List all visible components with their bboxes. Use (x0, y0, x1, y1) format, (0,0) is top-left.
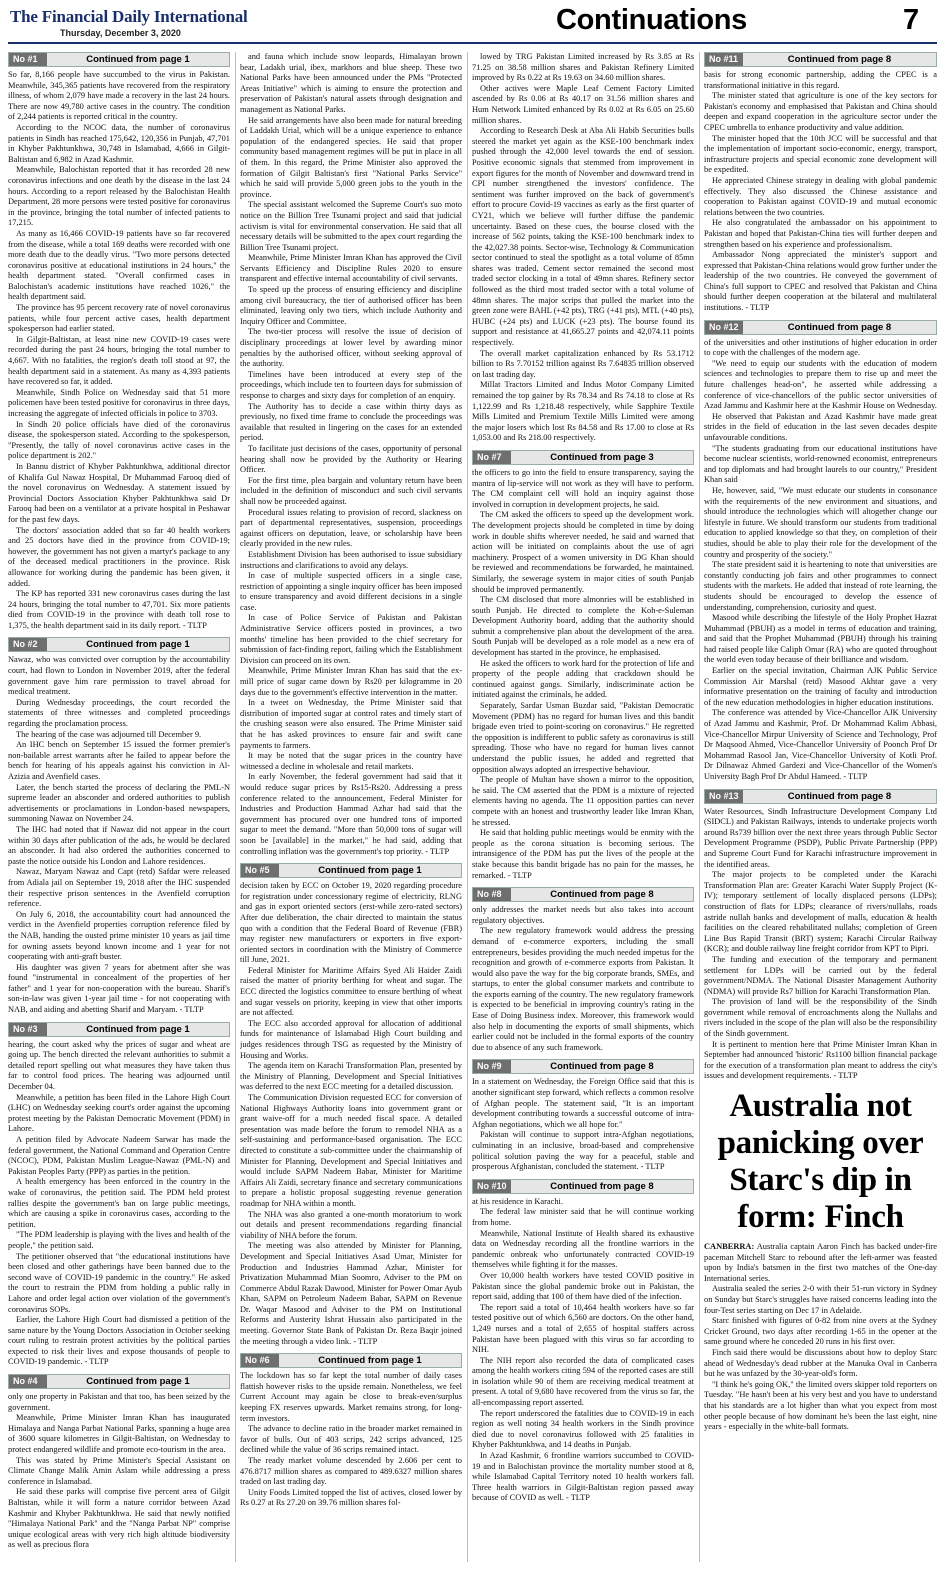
story-number: No #6 (241, 1354, 279, 1367)
story-paragraph: To facilitate just decisions of the cases, opportunity of personal hearing shall now be provided by the Authority or Hearing Officer. (240, 443, 462, 475)
story-paragraph: Meanwhile, National Institute of Health shared its exhaustive data on Wednesday recording all the frontline warriors in the pandemic onbreak who unfortunately contracted COVID-19 themselves while fighting it for the masses. (472, 1228, 694, 1270)
story-paragraph: The two-tier process will resolve the issue of decision of disciplinary proceedings at lower level by awarding minor penalties by the authorised officer, without seeking approval of the authority. (240, 327, 462, 369)
story-paragraph: In Gilgit-Baltistan, at least nine new COVID-19 cases were recorded during the past 24 hours, bringing the total number to 4,667. With no fatalities, the region's death toll stood at 97, the health department said in a statement. As many as 4,393 patients have recovered so far, it added. (8, 334, 230, 387)
story-header (472, 1179, 694, 1194)
story-paragraph: A petition filed by Advocate Nadeem Sarwar has made the federal government, the National Command and Operation Centre (NCOC), PDM, Pakistan Muslim League-Nawaz (PML-N) and Pakistan Peoples Party (PPP) as parties in the petition. (8, 1135, 230, 1176)
story-paragraph: Meanwhile, Prime Minister Imran Khan has inaugurated Himalaya and Nanga Parbat National Parks, spanning a huge area of 3600 square kilometres in Gilgit-Baltistan, on Wednesday to protect endangered wildlife and promote eco-tourism in the area. (8, 1413, 230, 1455)
story-paragraph: Over 10,000 health workers have tested COVID positive in Pakistan since the global pandemic broke out in Pakistan, the report said, adding that 100 of them have died of the infection. (472, 1270, 694, 1302)
story-paragraph: He appreciated Chinese strategy in dealing with global pandemic effectively. They also discussed the Chinese assistance and cooperation to Pakistan against COVID-19 and mutual economic relations between the two countries. (704, 175, 937, 217)
page-number: 7 (903, 4, 920, 36)
feature-paragraph: "I think he's going OK," the limited overs skipper told reporters on Tuesday. "He hasn't been at his very best and you have to understand that his standards are a lot higher than what you expect from most other people because of how dominant he's been the last eight, nine years - especially in the white-ball formats. (704, 1379, 937, 1432)
story-paragraph: The conference was attended by Vice-Chancellor AJK University of Azad Jammu and Kashmir, Prof. Dr Mohammad Kalim Abbasi, Vice-Chancellor Mirpur University of Science and Technology, Prof Dr Maqsood Ahmed, Vice-Chancellor University of Poonch Prof Dr Mohammad Rasool Jan, Vice-Chancellor University of Kotli Prof. Dr Dilnawaz Ahmed Gardezi and Vice-Chancellor of the Women's University Bagh Prof Dr Abdul Hameed. - TLTP (704, 708, 937, 781)
story-continued-label: Continued from page 8 (550, 1180, 654, 1192)
continuation-story (240, 1353, 462, 1509)
story-paragraph: Meanwhile, Sindh Police on Wednesday said that 51 more policemen have been tested positive for coronavirus in three days, increasing the aggregate of infected officials in police to 3703. (8, 387, 230, 418)
story-paragraph: The report underscored the fatalities due to COVID-19 in each region as well noting 34 health workers in the Sindh province died due to novel coronavirus followed with 25 fatalities in Khyber Pakhtunkhwa, and 14 deaths in Punjab. (472, 1408, 694, 1450)
story-paragraph: An IHC bench on September 15 issued the former premier's non-bailable arrest warrants after he failed to appear before the bench for hearing of his appeals against his conviction in Al-Azizia and Avenfield cases. (8, 740, 230, 781)
story-continued-label: Continued from page 3 (550, 451, 654, 463)
story-paragraph: The funding and execution of the temporary and permanent settlement for LDPs will be carried out by the federal government/NDMA. The National Disaster Management Authority (NDMA) will provide Rs7 billion for Karachi Transformation Plan. (704, 954, 937, 996)
story-paragraph: He said that holding public meetings would be enmity with the people as the corona situation is becoming serious. The intransigence of the PDM has put the lives of the people at the stake because this bandit brigade has no pain for the masses, he remarked. - TLTP (472, 828, 694, 880)
story-continued-label: Continued from page 8 (550, 1061, 654, 1073)
story-paragraph: Water Resources, Sindh Infrastructure Development Company Ltd (SIDCL) and Pakistan Railways, intends to undertake projects worth around Rs739 billion over the next three years through Public Sector Development Programme (PSDP), Public Private Partnership (PPP) and Supreme Court Fund for Karachi infrastructure improvement in the identified areas. (704, 806, 937, 869)
story-number: No #10 (473, 1180, 511, 1193)
story-header (704, 320, 937, 335)
continuation-story (8, 1022, 230, 1368)
story-paragraph: Earlier, the Lahore High Court had dismissed a petition of the same nature by the Young Doctors Association in October seeking court ruling to restrain protest activities by the political parties expected to risk their lives and expose thousands of people to COVID-19 pandemic. - TLTP (8, 1315, 230, 1367)
story-paragraph: On July 6, 2018, the accountability court had announced the verdict in the Avenfield properties corruption reference filed by the NAB, handing the ousted prime minister 10 years as jail time for owning assets beyond known income and 1 year for not cooperating with anti-graft buster. (8, 909, 230, 962)
story-paragraph: Ambassador Nong appreciated the minister's support and expressed that Pakistan-China relations would grow further under the leadership of the two countries. He conveyed the government of China's full support to CPEC and resolved that Pakistan and China should further deepen cooperation at the bilateral and multilateral institutions. - TLTP (704, 250, 937, 313)
story-continued-label: Continued from page 1 (86, 1023, 190, 1035)
story-paragraph: He also congratulated the ambassador on his appointment to Pakistan and hoped that Pakistan-China ties will further deepen and strengthen based on his experience and professionalism. (704, 218, 937, 249)
story-paragraph: The new regulatory framework would address the pressing demand of e-commerce exporters, including the small entrepreneurs, besides providing the much needed impetus for the recognition and growth of e-commerce exports from Pakistan. It would also pave the way for the big corporate brands, SMEs, and startups, to enter the global consumer markets and contribute to the exports earning of the country. The new regulatory framework is expected to be beneficial in improving country's rating in the Ease of Doing Business index. Moreover, this framework would also help in documenting the exports of small shipments, which earlier could not be included in the formal exports of the country due to absence of any such framework. (472, 926, 694, 1052)
story-paragraph: According to the NCOC data, the number of coronavirus patients in Sindh has reached 175,642, 120,356 in Punjab, 47,701 in Khyber Pakhtunkhwa, 30,748 in Islamabad, 4,666 in Gilgit-Baltistan and 6,982 in Azad Kashmir. (8, 122, 230, 164)
story-paragraph: lowed by TRG Pakistan Limited increased by Rs 3.85 at Rs 71.25 on 38.58 million shares and Pakistan Refinery Limited improved by Rs 0.22 at Rs 19.63 on 34.60 million shares. (472, 52, 694, 83)
feature-headline: Australia not panicking over Starc's dip in form: Finch (717, 1088, 924, 1236)
masthead-rule (8, 42, 937, 44)
story-number: No #9 (473, 1060, 511, 1073)
story-paragraph: at his residence in Karachi. (472, 1196, 563, 1206)
story-paragraph: The CM asked the officers to speed up the development work. The development projects should be completed in time by doing work in double shifts wherever needed, he said and warned that action will be initiated on complaints about the use of agri machinery. Prospect of a women university in DG Khan should be reviewed and recommendations be forwarded, he maintained. Similarly, the sewerage system in major cities of south Punjab should be improved permanently. (472, 510, 694, 594)
story-paragraph: Nawaz, who was convicted over corruption by the accountability court, had flown to London in November 2019, after the federal government gave him rare permission to travel abroad for medical treatment. (8, 655, 230, 697)
story-header (240, 1353, 462, 1368)
story-paragraph: So far, 8,166 people have succumbed to the virus in Pakistan. Meanwhile, 345,365 patients have recovered from the respiratory illness, of whom 2,079 have made a recovery in the last 24 hours. There are now 49,780 active cases in the country. The condition of 2,244 patients is reported critical in the country. (8, 70, 230, 122)
story-number: No #2 (9, 638, 47, 651)
story-paragraph: Unity Foods Limited topped the list of actives, closed lower by Rs 0.27 at Rs 27.20 on 39.76 million shares fol- (240, 1487, 462, 1508)
feature-lead-text: Australia captain Aaron Finch has backed under-fire paceman Mitchell Starc to rebound after the left-armer was feasted upon by India's batsmen in the first two matches of the One-day International series. (704, 1242, 937, 1283)
story-header (240, 863, 462, 878)
story-paragraph: decision taken by ECC on October 19, 2020 regarding procedure for registration under concessionary regime of electricity, RLNG and gas in export oriented sectors (erst-while zero-rated sectors) After due deliberation, the chair directed to maintain the status quo with a condition that the Federal Board of Revenue (FBR) may register new manufacturers or exporters in five export-oriented sectors in coordination with the Ministry of Commerce till June, 2021. (240, 881, 462, 965)
story-paragraph: In Azad Kashmir, 6 frontline warriors succumbed to COVID-19 and in Balochistan province the mortality number stood at 8, while Islamabad Capital Territory noted 10 health workers fall. Three health warriors in Gilgit-Baltistan region passed away because of COVID as well. - TLTP (472, 1451, 694, 1503)
story-paragraph: His daughter was given 7 years for abetment after she was found "instrumental in concealment of the properties of her father" and 1 year for non-cooperation with the bureau. Sharif's son-in-law was given 1-year jail time - for not cooperating with NAB, and aiding and abetting Sharif and Maryam. - TLTP (8, 962, 230, 1015)
story-paragraph: He said arrangements have also been made for natural breeding of Laddakh Urial, which will be a unique experience to enhance population of the endangered species. He said that proper community based management regimes will be put in place in all of them. In this regard, the Prime Minister also approved the formation of Gilgit Baltistan's first "National Parks Service" which he said will provide 5,000 green jobs to the youth in the province. (240, 115, 462, 199)
continuation-story (472, 1179, 694, 1504)
story-number: No #4 (9, 1375, 47, 1388)
continuation-story (704, 320, 937, 783)
story-paragraph: A health emergency has been enforced in the country in the wake of coronavirus, the petition said. The PDM held protest rallies despite the government's ban on large public meetings, which are causing a spike in coronavirus cases, according to the petition. (8, 1177, 230, 1229)
story-paragraph: Separately, Sardar Usman Buzdar said, "Pakistan Democratic Movement (PDM) has no regard for human lives and this bandit brigade even tried to point-scoring on coronavirus." He regretted the opposition is indifferent to public safety as coronavirus is still spreading. Those who have no regard for human lives cannot understand the public issues, he added and regretted that opposition always adopted an irrespective behaviour. (472, 701, 694, 774)
story-continued-label: Continued from page 1 (318, 865, 422, 877)
story-paragraph: To speed up the process of ensuring efficiency and discipline among civil bureaucracy, the tier of authorised officer has been eliminated, leaving only two tiers, which include Authority and Inquiry Officer and Committee. (240, 285, 462, 326)
story-header (704, 789, 937, 804)
story-paragraph: The CM disclosed that more almonries will be established in south Punjab. He directed to complete the Koh-e-Suleman Development Authority board, adding that the authority should submit a comprehensive plan about the development of the area. South Punjab will be developed as a role model as a new era of development has started in the province, he emphasised. (472, 595, 694, 658)
story-paragraph: Procedural issues relating to provision of record, slackness on part of departmental representatives, suspension, proceedings against officers on deputation, leave, or scholarship have been clearly provided in the new rules. (240, 507, 462, 549)
story-paragraph: The Communication Division requested ECC for conversion of National Highways Authority loans into government grant or grant waive-off for a much needed fiscal space. A detailed presentation was made before the forum to remodel NHA as a self-sustaining and performance-based organisation. The ECC directed to constitute a sub-committee under the chairmanship of Minister for Planning, Development and Special Initiatives and would include SAPM Nadeem Babar, Minister for Maritime Affairs Ali Zaidi, secretary finance and secretary communications to prepare a holistic proposal suggesting revenue generation roadmap for NHA within a month. (240, 1093, 462, 1208)
story-paragraph: Later, the bench started the process of declaring the PML-N supreme leader an absconder and ordered authorities to publish advertisements or proclamations in London-based newspapers, summoning Nawaz on November 24. (8, 782, 230, 824)
continuation-story (472, 52, 694, 444)
story-number: No #3 (9, 1023, 47, 1036)
story-paragraph: Earlier on the special invitation, Chairman AJK Public Service Commission Air Marshal (retd) Masood Akhtar gave a very informative presentation on the training of faculty and introduction of the new education methodologies in higher education institutions. (704, 666, 937, 707)
feature-paragraph: Australia sealed the series 2-0 with their 51-run victory in Sydney on Sunday but Starc's struggles have raised concerns leading into the four-Test series starting on Dec 17 in Adelaide. (704, 1284, 937, 1315)
story-paragraph: The provision of land will be the responsibility of the Sindh government while removal of encroachments along the Nullahs and rivers included in the scope of the plan will also be the responsibility of the Sindh government. (704, 997, 937, 1039)
story-paragraph: Meanwhile, Balochistan reported that it has recorded 28 new coronavirus infections and one death by the disease in the last 24 hours. According to a report released by the Balochistan Health Department, 28 more persons were tested positive for coronavirus in the province, bringing the total number of infected patients to 17,215. (8, 165, 230, 228)
story-paragraph: Establishment Division has been authorised to issue subsidiary instructions and clarifications to avoid any delays. (240, 549, 462, 570)
continuation-story (240, 863, 462, 1347)
story-paragraph: The special assistant welcomed the Supreme Court's suo moto notice on the Billion Tree Tsunami project and said that judicial activism is vital for environmental conservation. He said that all necessary details will be submitted to the apex court regarding the Billion Tree Tsunami project. (240, 200, 462, 252)
story-paragraph: As many as 16,466 COVID-19 patients have so far recovered from the disease, while a total 169 deaths were recorded with one more death due to the deadly virus. "Two more persons detected coronavirus positive at educational institutions in 24 hours," the health department stated. "Overall confirmed cases in Balochistan's academic institutions have reached 1026," the health department said. (8, 228, 230, 302)
feature-dateline: CANBERRA: (704, 1242, 755, 1252)
story-number: No #12 (705, 321, 743, 334)
column-divider (467, 52, 468, 1562)
story-paragraph: Other actives were Maple Leaf Cement Factory Limited ascended by Rs 0.06 at Rs 40.17 on 31.56 million shares and Hum Network Limited enhanced by Rs 0.02 at Rs 6.05 on 25.60 million shares. (472, 83, 694, 125)
story-paragraph: The KP has reported 331 new coronavirus cases during the last 24 hours, bringing the total number to 47,701. Six more patients died from COVID-19 in the province with death toll rose to 1,375, the health department said in its daily report. - TLTP (8, 589, 230, 630)
column-2 (240, 52, 462, 1564)
story-continued-label: Continued from page 8 (787, 790, 892, 802)
story-paragraph: Meanwhile, Prime Minister Imran Khan has approved the Civil Servants Efficiency and Discipline Rules 2020 to ensure transparent and effective internal accountability of civil servants. (240, 253, 462, 284)
story-header (8, 1022, 230, 1037)
story-paragraph: The NHA was also granted a one-month moratorium to work out details and present recommendations regarding financial viability of NHA before the forum. (240, 1209, 462, 1240)
masthead (0, 0, 945, 46)
story-header (8, 52, 230, 67)
story-paragraph: The state president said it is heartening to note that universities are constantly conducting job fairs and other programmes to connect students with the markets. He added that instead of rote learning, the students should be encouraged to develop the essence of understanding, comprehension, curiosity and quest. (704, 560, 937, 612)
story-paragraph: The doctors' association added that so far 40 health workers and 25 doctors have died in the province from COVID-19; however, the government has not given a martyr's package to any of the deceased medical practitioners in the province. Risk allowance for working during the pandemic has been given, it added. (8, 525, 230, 588)
story-paragraph: Timelines have been introduced at every step of the proceedings, which include ten to fourteen days for submission of response to charges and sixty days for completion of an enquiry. (240, 369, 462, 400)
continuation-story (704, 52, 937, 314)
column-divider (235, 52, 236, 1562)
story-paragraph: It is pertinent to mention here that Prime Minister Imran Khan in September had announced 'historic' Rs1100 billion financial package for the execution of a transformation plan meant to address the city's issues and development requirements. - TLTP (704, 1039, 937, 1081)
story-paragraph: In a statement on Wednesday, the Foreign Office said that this is another significant step forward, which reflects a common resolve of Afghan people. The statement said, "It is an important development contributing towards a successful outcome of intra-Afghan negotiations, which we all hope for." (472, 1077, 694, 1129)
continuation-story (704, 789, 937, 1082)
story-continued-label: Continued from page 1 (86, 54, 190, 65)
story-continued-label: Continued from page 8 (550, 889, 654, 901)
story-paragraph: hearing, the court asked why the prices of sugar and wheat are going up. The bench directed the relevant authorities to submit a detailed report spelling out what measures they have taken thus far to control food prices. The hearing was adjourned until December 04. (8, 1039, 230, 1092)
story-header (8, 637, 230, 652)
story-paragraph: For the first time, plea bargain and voluntary return have been included in the definition of misconduct and such civil servants shall now be proceeded against. (240, 475, 462, 506)
story-continued-label: Continued from page 1 (86, 639, 190, 651)
column-1 (8, 52, 230, 1564)
story-paragraph: The meeting was also attended by Minister for Planning, Development and Special Initiatives Asad Umar, Minister for Production and Industries Hammad Azhar, Minister for Privatization Muhammad Mian Soomro, Adviser to the PM on Commerce Abdul Razak Dawood, Minister for Power Omar Ayub Khan, SAPM on Petroleum Nadeem Babar, SAPM on Revenue Dr. Waqar Masood and Adviser to the PM on Institutional Reforms and Austerity Ishrat Hussain also participated in the meeting. Governor State Bank of Pakistan Dr. Reza Baqir joined the meeting through a video link. - TLTP (240, 1241, 462, 1346)
story-paragraph: The agenda item on Karachi Transformation Plan, presented by the Ministry of Planning, Development and Special Initiatives was deferred to the next ECC meeting for a detailed discussion. (240, 1061, 462, 1092)
story-paragraph: He asked the officers to work hard for the protection of life and property of the people adding that crackdown should be continued against gangs. Similarly, indiscriminate action be initiated against the criminals, he added. (472, 658, 694, 700)
story-paragraph: and fauna which include snow leopards, Himalayan brown bear, Ladakh urial, ibex, markhors and blue sheep. These two National Parks have been announced under the PMs "Protected Areas Initiative" which is aiming to ensure the protection and preservation of Pakistan's natural assets through designation and management as National Parks. (240, 52, 462, 114)
story-number: No #11 (705, 53, 743, 66)
story-header (704, 52, 937, 67)
story-paragraph: "We need to equip our students with the education of modern sciences and technologies to prepare them to rise up and meet the future challenges head-on", he asserted while addressing a conference of vice-chancellors of the public sector universities of Azad Jammu and Kashmir here at the Kashmir House on Wednesday. (704, 358, 937, 411)
story-paragraph: The petitioner observed that "the educational institutions have been closed and other gatherings have been banned due to the second wave of COVID-19 pandemic in the country." He asked the court to restrain the PDM from holding a public rally in Lahore and order legal action over violation of the government's coronavirus SOPs. (8, 1251, 230, 1314)
story-paragraph: In case of Police Service of Pakistan and Pakistan Administrative Service officers posted in provinces, a two months' timeline has been provided to the chief secretary for submission of fact-finding report, failing which the Establishment Division can proceed on its own. (240, 613, 462, 665)
continuation-story (8, 52, 230, 631)
issue-date: Thursday, December 3, 2020 (60, 28, 181, 38)
feature-article (704, 1088, 937, 1433)
story-paragraph: Nawaz, Maryam Nawaz and Capt (retd) Safdar were released from Adiala jail on September 19, 2018 after the IHC suspended their respective prison sentences in the Avenfield corruption reference. (8, 867, 230, 909)
story-paragraph: Pakistan will continue to support intra-Afghan negotiations, culminating in an inclusive, broad-based and comprehensive political solution paving the way for a peaceful, stable and prosperous Afghanistan, concluded the statement. - TLTP (472, 1130, 694, 1172)
story-paragraph: This was stated by Prime Minister's Special Assistant on Climate Change Malik Amin Aslam while addressing a press conference in Islamabad. (8, 1455, 230, 1486)
feature-paragraph: Finch said there would be discussions about how to deploy Starc ahead of Wednesday's dead rubber at the Manuka Oval in Canberra but he was unfazed by the 30-year-old's form. (704, 1347, 937, 1379)
feature-paragraph: Starc finished with figures of 0-82 from nine overs at the Sydney Cricket Ground, two days after recording 1-65 in the opener at the same ground where he conceded 20 runs in his first over. (704, 1316, 937, 1347)
story-paragraph: In a tweet on Wednesday, the Prime Minister said that distribution of imported sugar at control rates and timely start of the crushing season were also ensured. The Prime Minister said that he has asked provinces to ensure fair and swift cane payments to farmers. (240, 698, 462, 750)
story-paragraph: The overall market capitalization enhanced by Rs 53.1712 billion to Rs 7.70152 trillion against Rs 7.64835 trillion observed on last trading day. (472, 348, 694, 379)
story-header (472, 887, 694, 902)
story-paragraph: The federal law minister said that he will continue working from home. (472, 1207, 694, 1227)
column-divider (699, 52, 700, 1562)
story-paragraph: The IHC had noted that if Nawaz did not appear in the court within 30 days after publication of the ads, he would be declared an absconder. It had also ordered the authorities concerned to paste the notice outside his London and Lahore residences. (8, 824, 230, 866)
continuation-story (472, 887, 694, 1053)
story-paragraph: The major projects to be completed under the Karachi Transformation Plan are: Greater Karachi Water Supply Project (K-IV); temporary settlement of locally displaced persons (LDPs); construction of flats for LDPs; clearance of rivers/nullahs, roads astride nullah banks and development of malls, education & health facilities on the cleared rehabilitated nullahs; completion of Green Line Bus Rapid Transit (BRT) system; Karachi Circular Railway (KCR); and double railway line freight corridor from KPT to Pipri. (704, 870, 937, 954)
newspaper-brand: The Financial Daily International (10, 7, 248, 26)
story-paragraph: The people of Multan have shown a mirror to the opposition, he said. The CM asserted that the PDM is a mixture of rejected elements having no agenda. The 11 opposition parties can never compete with an honest and trustworthy leader like Imran Khan, he stressed. (472, 775, 694, 827)
story-number: No #7 (473, 451, 511, 464)
story-paragraph: The advance to decline ratio in the broader market remained in favor of bulls. Out of 403 scrips, 242 scrips advanced, 125 declined while the value of 36 scrips remained intact. (240, 1424, 462, 1455)
story-paragraph: The minister stated that agriculture is one of the key sectors for Pakistan's economy and emphasised that Pakistan and China should deepen and expand cooperation in the agriculture sector under the CPEC umbrella to enhance productivity and value addition. (704, 91, 937, 132)
story-paragraph: The ready market volume descended by 2.606 per cent to 476.8717 million shares as compared to 489.6327 million shares traded on last trading day. (240, 1456, 462, 1487)
story-paragraph: In early November, the federal government had said that it would reduce sugar prices by Rs15-Rs20. Addressing a press conference related to the announcement, Federal Minister for Industries and Production Hammad Azhar had said that the government has procured over one hundred tons of imported sugar to meet the demand. "More than 50,000 tons of sugar will soon be [available] in the market," he had said, adding that controlling inflation was the government's top priority. - TLTP (240, 772, 462, 856)
continuation-story (8, 637, 230, 1015)
feature-paragraph (704, 1242, 937, 1284)
story-continued-label: Continued from page 8 (787, 54, 892, 65)
story-continued-label: Continued from page 8 (787, 321, 892, 333)
column-4-stories (704, 52, 937, 1082)
story-paragraph: "The students graduating from our educational institutions have become nuclear scientists, world-renowned economist, entrepreneurs and top diplomats and had brought laurels to our country," President Khan said (704, 443, 937, 485)
story-paragraph: The minister hoped that the 10th JCC will be successful and that the implementation of important socio-economic, energy, transport, infrastructure projects and special economic zone development will be expedited. (704, 133, 937, 175)
story-paragraph: The Authority has to decide a case within thirty days as previously, no fixed time frame to conclude the proceedings was available that resulted in lingering on the cases for an extended period. (240, 401, 462, 443)
story-paragraph: During Wednesday proceedings, the court recorded the statements of three witnesses and completed proceedings regarding the proclamation process. (8, 697, 230, 729)
story-paragraph: It may be noted that the sugar prices in the country have witnessed a decline in wholesale and retail markets. (240, 751, 462, 771)
story-paragraph: According to Research Desk at Aba Ali Habib Securities bulls steered the market yet again as the KSE-100 benchmark index pushed through the 42,000 level towards the end of session. Positive economic signals that stemmed from improvement in export figures for the month of November and downward trend in CPI number strengthened the investors' confidence. The sentiment was further improved on the back of government's effort to procure Covid-19 vaccines as early as the first quarter of CY21, which we believe will further diffuse the pandemic uncertainty. Based on these cues, the bourse closed with the increase of 562 points, taking the KSE-100 benchmark index to the 42,027.38 points. Sector-wise, Technology & Communication sector continued to steal the spotlight as a total volume of 85mn shares was traded. Cement sector remained the second most traded sector clocking in a total of 49mn shares. Refinery sector followed as the third most traded sector with a total volume of 48mn shares. The major scrips that pulled the market into the green zone were BAHL (+42 pts), TRG (+41 pts), MTL (+40 pts), HUBC (+24 pts) and LUCK (+23 pts). The bourse found its support and resistance at 41,665.27 points and 42,074.11 points respectively. (472, 126, 694, 348)
section-title: Continuations (556, 4, 748, 36)
story-continued-label: Continued from page 1 (86, 1376, 190, 1388)
story-paragraph: Federal Minister for Maritime Affairs Syed Ali Haider Zaidi raised the matter of priority berthing for wheat and sugar. The ECC directed the logistics committee to ensure berthing of wheat and sugar vessels on priority, keeping in view that other imports are not affected. (240, 965, 462, 1018)
story-continued-label: Continued from page 1 (318, 1355, 422, 1367)
story-paragraph: He observed that Pakistan and Azad Kashmir have made great strides in the field of education in the last seven decades despite unfavourable conditions. (704, 411, 937, 442)
story-paragraph: Millat Tractors Limited and Indus Motor Company Limited remained the top gainer by Rs 78.34 and Rs 74.18 to close at Rs 1,122.99 and Rs 1,218.48 respectively, while Sapphire Textile Mills Limited and Premium Textile Mills Limited were among the major losers which lost Rs 84.58 and Rs 17.00 to close at Rs 1,053.00 and Rs 218.00 respectively. (472, 380, 694, 443)
story-paragraph: The lockdown has so far kept the total number of daily cases flattish however risks to the upside remain. Nonetheless, we feel Current Account may again be close to break-even/surplus keeping FX reserves upwards. Market remains strong, for long-term investors. (240, 1371, 462, 1423)
story-paragraph: The NIH report also recorded the data of complicated cases among the health workers citing 594 of the reported cases are still in isolation while 90 of them are receiving medical treatment at present. A total of 9,680 have recovered from the virus so far, the all-encompassing report asserted. (472, 1355, 694, 1408)
story-paragraph: of the universities and other institutions of higher education in order to cope with the challenges of the modern age. (704, 337, 937, 358)
story-paragraph: Meanwhile, a petition has been filed in the Lahore High Court (LHC) on Wednesday seeking court's order against the upcoming protest meeting by the Pakistan Democratic Movement (PDM) in Lahore. (8, 1092, 230, 1134)
story-paragraph: only one property in Pakistan and that too, has been seized by the government. (8, 1392, 230, 1412)
column-3 (472, 52, 694, 1564)
story-paragraph: In case of multiple suspected officers in a single case, restriction of appointing a single inquiry officer has been imposed to ensure transparency and avoid different decisions in a single case. (240, 571, 462, 612)
continuation-story (472, 1059, 694, 1172)
story-header (472, 450, 694, 465)
story-number: No #8 (473, 888, 511, 901)
story-header (472, 1059, 694, 1074)
story-paragraph: basis for strong economic partnership, adding the CPEC is a transformational initiative in this regard. (704, 70, 937, 90)
story-paragraph: "The PDM leadership is playing with the lives and health of the people," the petition said. (8, 1230, 230, 1250)
story-paragraph: In Bannu district of Khyber Pakhtunkhwa, additional director of Khalifa Gul Nawaz Hospital, Dr Muhammad Farooq died of the novel coronavirus on Wednesday. A statement issued by Provincial Doctors Association Khyber Pakhtunkhwa said Dr Farooq had been on a ventilator at a private hospital in Peshawar for the past few days. (8, 461, 230, 524)
story-paragraph: The hearing of the case was adjourned till December 9. (16, 729, 202, 739)
story-number: No #1 (9, 53, 47, 66)
story-paragraph: only addresses the market needs but also takes into account regulatory objectives. (472, 905, 694, 925)
feature-body (704, 1242, 937, 1433)
story-paragraph: Masood while describing the lifestyle of the Holy Prophet Hazrat Muhammad (PBUH) as a model in terms of education and training, and said that the Prophet Muhammad (PBUH) through his training had raised people like Caliph Omar (RA) who are quoted throughout the world even today because of their brilliance and wisdom. (704, 613, 937, 665)
story-paragraph: Meanwhile, Prime Minister Imran Khan has said that the ex-mill price of sugar came down by Rs20 per kilogramme in 20 days due to the government's effective intervention in the matter. (240, 666, 462, 697)
story-paragraph: In Sindh 20 police officials have died of the coronavirus disease, the spokesperson stated. According to the spokesperson, "Presently, the tally of novel coronavirus active cases in the police department is 202." (8, 419, 230, 461)
continuation-story (240, 52, 462, 857)
continuation-story (8, 1374, 230, 1551)
story-paragraph: The province has 95 percent recovery rate of novel coronavirus patients, while four percent active cases, health department spokesperson had earlier stated. (8, 303, 230, 334)
column-4 (704, 52, 937, 1564)
story-paragraph: He said these parks will comprise five percent area of Gilgit Baltistan, while it will form a nature corridor between Azad Kashmir and Khyber Pakhtunkhwa. He said that newly notified "Himalaya National Park" and the "Nanga Parbat NP" comprise unique ecological areas with very rich high altitude biodiversity as well as precious flora (8, 1487, 230, 1550)
story-number: No #13 (705, 790, 743, 803)
story-paragraph: The report said a total of 10,464 health workers have so far tested positive out of which 6,560 are doctors. On the other hand, 1,249 nurses and a total of 2,655 of hospital staffers across Pakistan have been plagued with this virus so far according to NIH. (472, 1302, 694, 1355)
story-paragraph: He, however, said, "We must educate our students in consonance with the requirements of the new environment and situations, and should introduce the technologies which will altogether change our lifestyle in future. We should transform our students from traditional education to applied knowledge so that they, on completion of their studies, should be able to play their role for the development of the country and prosperity of the society." (704, 485, 937, 559)
story-number: No #5 (241, 864, 279, 877)
story-paragraph: the officers to go into the field to ensure transparency, saying the mantra of lip-service will not work as they will have to perform. The CM complaint cell will hold an inquiry against those involved in corruption in development projects, he said. (472, 467, 694, 509)
story-paragraph: The ECC also accorded approval for allocation of additional funds for maintenance of Islamabad High Court building and judges residences through TSG as requested by the Ministry of Housing and Works. (240, 1018, 462, 1060)
continuation-story (472, 450, 694, 881)
story-header (8, 1374, 230, 1389)
